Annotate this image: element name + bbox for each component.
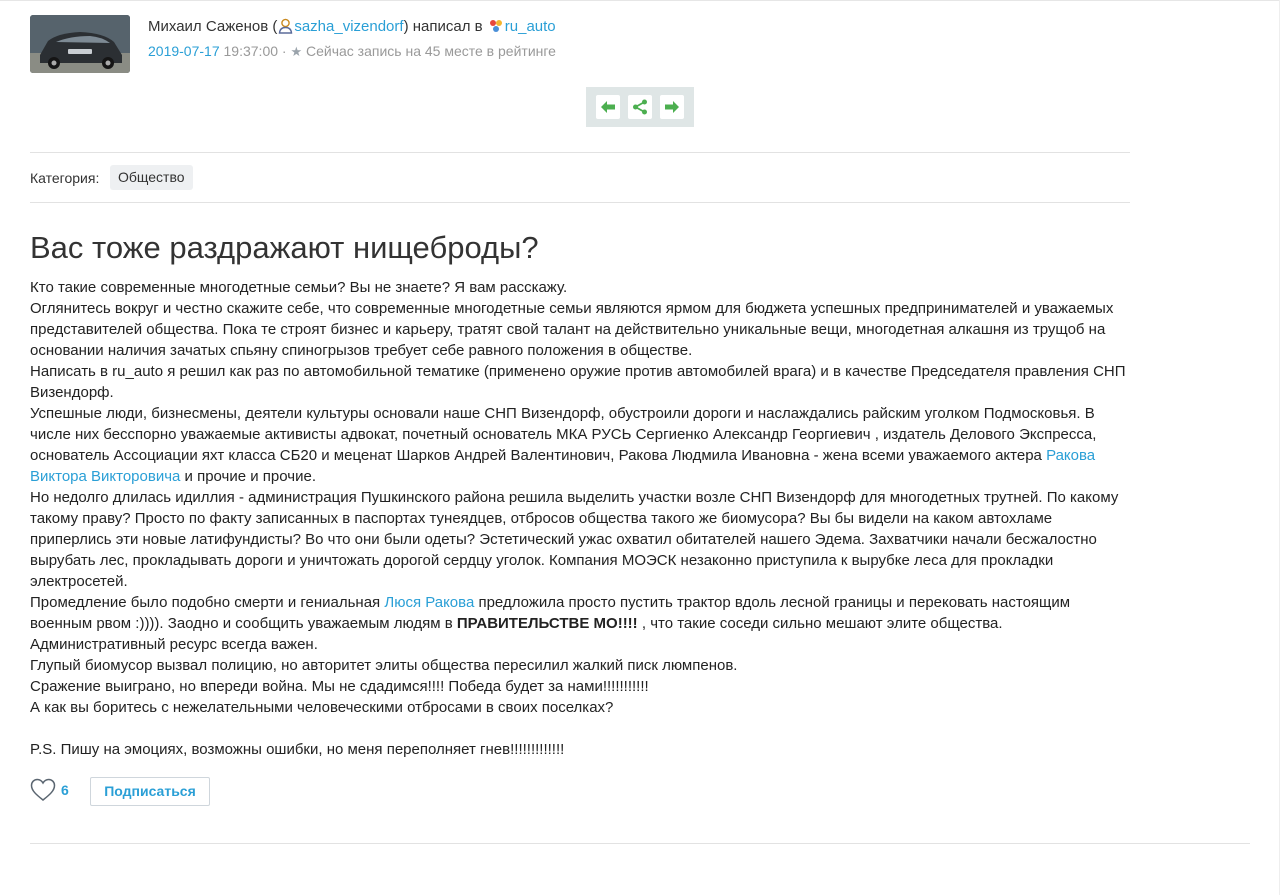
paragraph: А как вы боритесь с нежелательными человеческими отбросами в своих поселках? [30,699,614,716]
author-line [148,17,848,40]
paragraph [30,592,1130,634]
bold-text: ПРАВИТЕЛЬСТВЕ МО!!!! [456,615,638,632]
paragraph: Кто такие современные многодетные семьи? Вы не знаете? Я вам расскажу. [30,279,568,296]
like-button[interactable] [30,777,56,808]
author-name: Михаил Саженов ( [148,18,278,35]
paragraph: Сражение выиграно, но впереди война. Мы не сдадимся!!!! Победа будет за нами!!!!!!!!!!! [30,678,649,695]
paragraph [30,403,1130,487]
paragraph-text: и прочие и прочие. [180,468,316,485]
paragraph-text: Промедление было подобно смерти и гениальная [30,594,385,611]
paragraph-text: Успешные люди, бизнесмены, деятели культуры основали наше СНП Визендорф, обустроили дороги и наслаждались райским уголком Подмосковья. В числе них бесспорно уважаемые активисты адвокат, почетный основатель МКА РУСЬ Сергиенко Александр Георгиевич , издатель Делового Экспресса, основатель Ассоциации яхт класса СБ20 и меценат Шарков Андрей Валентинович, Ракова Людмила Ивановна - жена всеми уважаемого актера [30,405,1097,464]
share-icon [632,99,648,115]
username-link[interactable]: sazha_vizendorf [294,18,404,35]
prev-post-button[interactable] [596,95,620,119]
post-navigation [586,87,694,127]
arrow-right-icon [664,100,680,114]
community-icon [488,18,504,40]
person-link[interactable]: Люся Ракова [384,594,475,611]
post-meta [148,17,848,62]
star-icon: ★ [290,44,303,59]
top-divider [0,0,1280,1]
actor-link[interactable]: Ракова Виктора Викторовича [30,447,1096,485]
car-photo [30,15,130,73]
date-line [148,41,848,62]
paragraph: Оглянитесь вокруг и честно скажите себе, что современные многодетные семьи являются ярмом для бюджета успешных предпринимателей и уважаемых представителей общества. Пока те строят бизнес и карьеру, тратят свой талант на действительно уникальные вещи, многодетная алкашня из трущоб на основании наличия зачатых спьяну спиногрызов требует себе равного положения в обществе. [30,300,1114,359]
spacer [30,718,1130,739]
subscribe-button[interactable]: Подписаться [90,777,210,806]
like-count[interactable]: 6 [61,782,69,798]
rating-text[interactable]: Сейчас запись на 45 месте в рейтинге [302,43,556,59]
next-post-button[interactable] [660,95,684,119]
post-body [30,277,1130,760]
post-time: 19:37:00 · [219,43,287,59]
heart-icon [30,777,56,803]
post-title: Вас тоже раздражают нищеброды? [30,230,539,265]
paragraph: Написать в ru_auto я решил как раз по автомобильной тематике (применено оружие против автомобилей врага) и в качестве Председателя правления СНП Визендорф. [30,363,1126,401]
post-date-link[interactable]: 2019-07-17 [148,43,220,59]
share-button[interactable] [628,95,652,119]
paragraph: Глупый биомусор вызвал полицию, но авторитет элиты общества пересилил жалкий писк люмпенов. [30,657,738,674]
arrow-left-icon [600,100,616,114]
paragraph: Административный ресурс всегда важен. [30,636,318,653]
community-link[interactable]: ru_auto [504,18,556,35]
divider [30,843,1250,844]
paragraph: Но недолго длилась идиллия - администрация Пушкинского района решила выделить участки возле СНП Визендорф для многодетных трутней. По какому такому праву? Просто по факту записанных в паспортах тунеядцев, отбросов общества такого же биомусора? Вы бы видели на каком автохламе приперлись эти новые латифундисты? Во что они были одеты? Эстетический ужас охватил обитателей нашего Эдема. Захватчики начали бесжалостно вырубать лес, прокладывать дороги и уничтожать дорогой сердцу уголок. Компания МОЭСК незаконно приступила к вырубке леса для прокладки электросетей. [30,489,1119,590]
divider [30,152,1130,153]
paragraph-text: предложила просто пустить трактор вдоль лесной границы и перековать настоящим военным рвом :)))). Заодно и сообщить уважаемым людям в [30,594,1071,632]
postscript: P.S. Пишу на эмоциях, возможны ошибки, но меня переполняет гнев!!!!!!!!!!!!! [30,741,565,758]
wrote-in-text: ) написал в [403,18,487,35]
user-icon [278,18,293,40]
divider [30,202,1130,203]
avatar[interactable] [30,15,130,73]
category-tag[interactable]: Общество [110,165,193,190]
paragraph-text: , что такие соседи сильно мешают элите общества. [637,615,1003,632]
category-label: Категория: [30,170,100,186]
